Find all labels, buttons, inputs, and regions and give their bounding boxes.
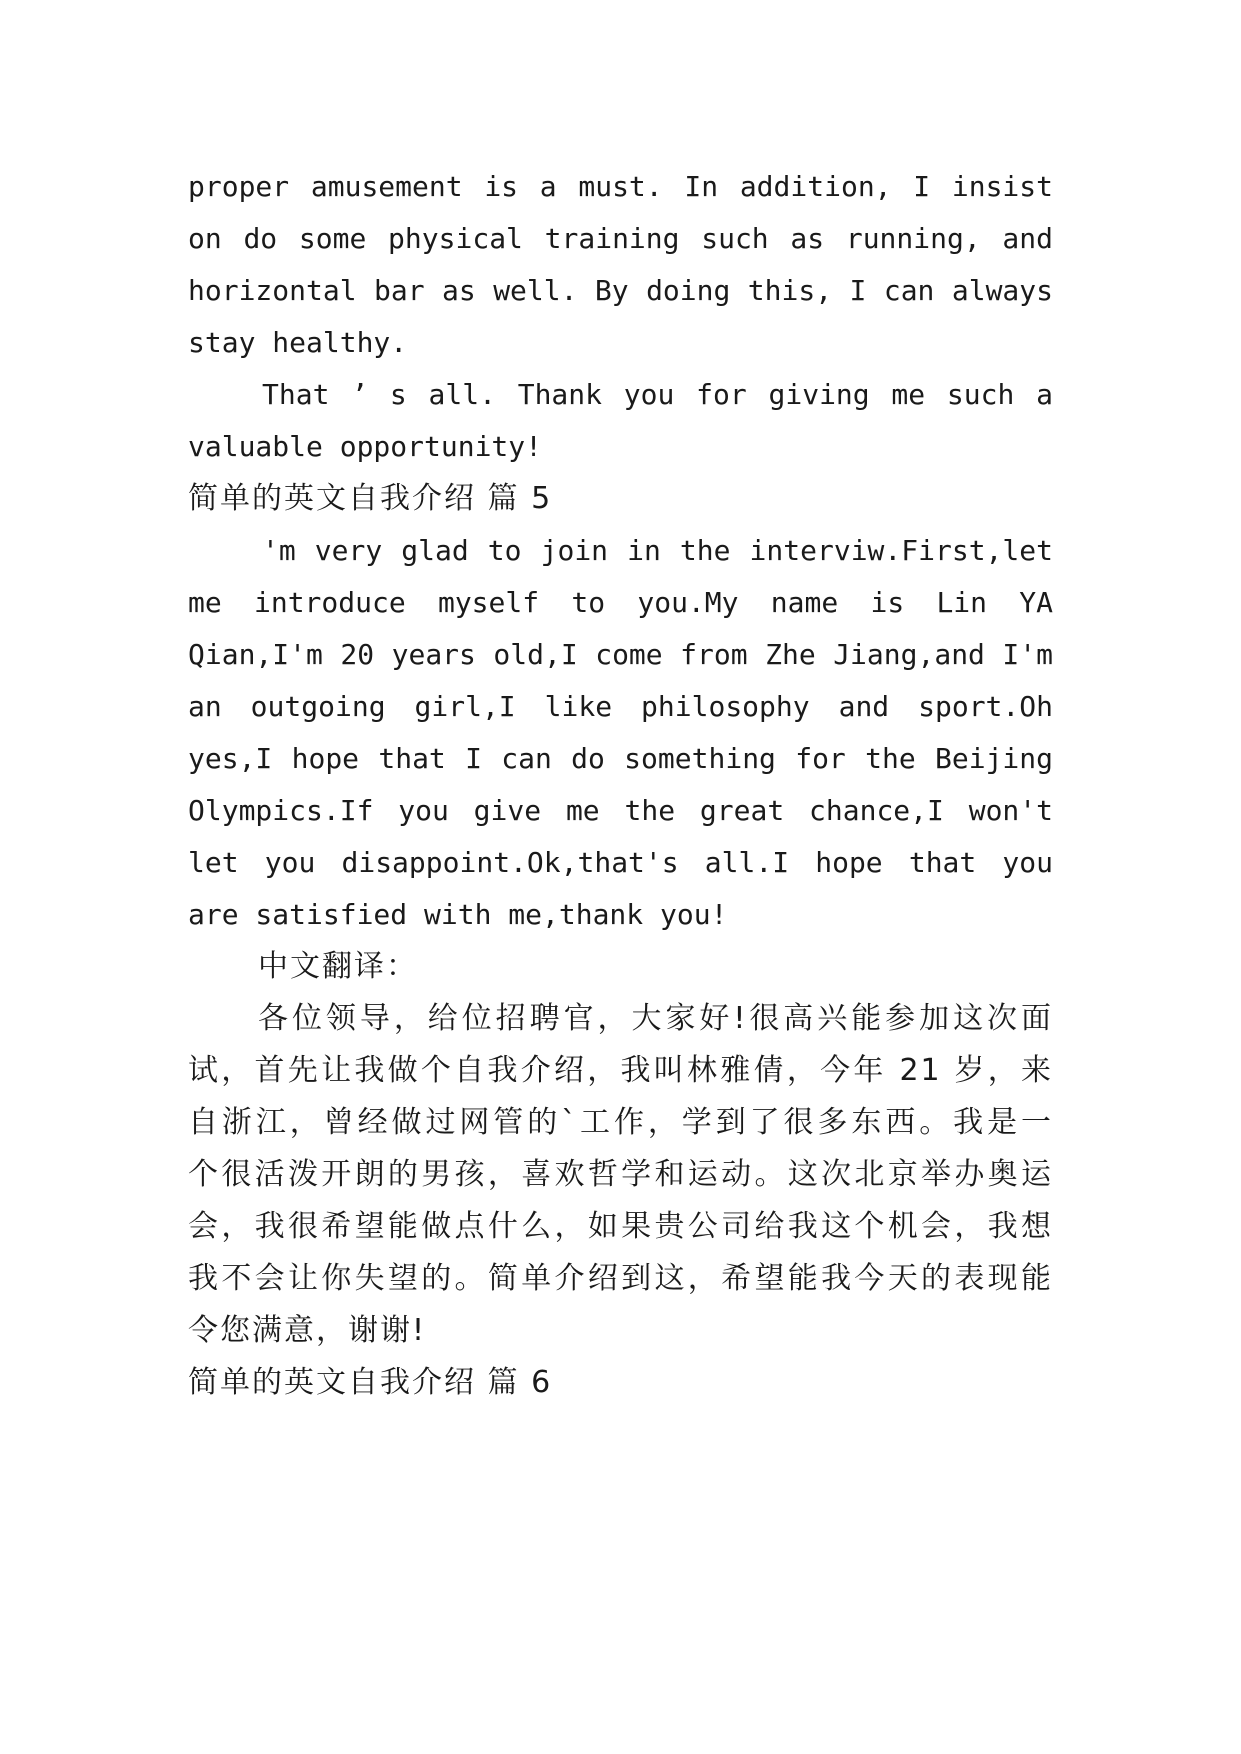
paragraph-line: horizontal bar as well. By doing this, I can always	[188, 274, 1053, 307]
paragraph-line: 个很活泼开朗的男孩，喜欢哲学和运动。这次北京举办奥运	[188, 1157, 1053, 1192]
paragraph-line: yes,I hope that I can do something for the Beijing	[188, 742, 1053, 775]
paragraph-line: Qian,I'm 20 years old,I come from Zhe Jiang,and I'm	[188, 638, 1053, 671]
paragraph-line: stay healthy.	[188, 326, 408, 359]
paragraph-line: let you disappoint.Ok,that's all.I hope that you	[188, 846, 1053, 879]
paragraph-line: 'm very glad to join in the interviw.First,let	[262, 534, 1053, 567]
paragraph-line: proper amusement is a must. In addition, I insist	[188, 170, 1053, 203]
paragraph-line: valuable opportunity!	[188, 430, 543, 463]
paragraph-line: 各位领导，给位招聘官，大家好!很高兴能参加这次面	[258, 1001, 1053, 1036]
paragraph-line: me introduce myself to you.My name is Lin YA	[188, 586, 1053, 619]
paragraph-line: 会，我很希望能做点什么，如果贵公司给我这个机会，我想	[188, 1209, 1053, 1244]
section-heading: 简单的英文自我介绍 篇 5	[188, 481, 553, 516]
paragraph-line: Olympics.If you give me the great chance,I won't	[188, 794, 1053, 827]
paragraph-line: on do some physical training such as running, and	[188, 222, 1053, 255]
paragraph-line: That ’ s all. Thank you for giving me such a	[262, 378, 1053, 411]
paragraph-line: 自浙江，曾经做过网管的`工作，学到了很多东西。我是一	[188, 1105, 1053, 1140]
paragraph-line: 令您满意，谢谢!	[188, 1313, 427, 1348]
paragraph-line: an outgoing girl,I like philosophy and sport.Oh	[188, 690, 1053, 723]
paragraph-line: 我不会让你失望的。简单介绍到这，希望能我今天的表现能	[188, 1261, 1053, 1296]
translation-label: 中文翻译：	[258, 949, 418, 984]
paragraph-line: 试，首先让我做个自我介绍，我叫林雅倩，今年 21 岁，来	[188, 1053, 1053, 1088]
paragraph-line: are satisfied with me,thank you!	[188, 898, 728, 931]
section-heading: 简单的英文自我介绍 篇 6	[188, 1365, 553, 1400]
